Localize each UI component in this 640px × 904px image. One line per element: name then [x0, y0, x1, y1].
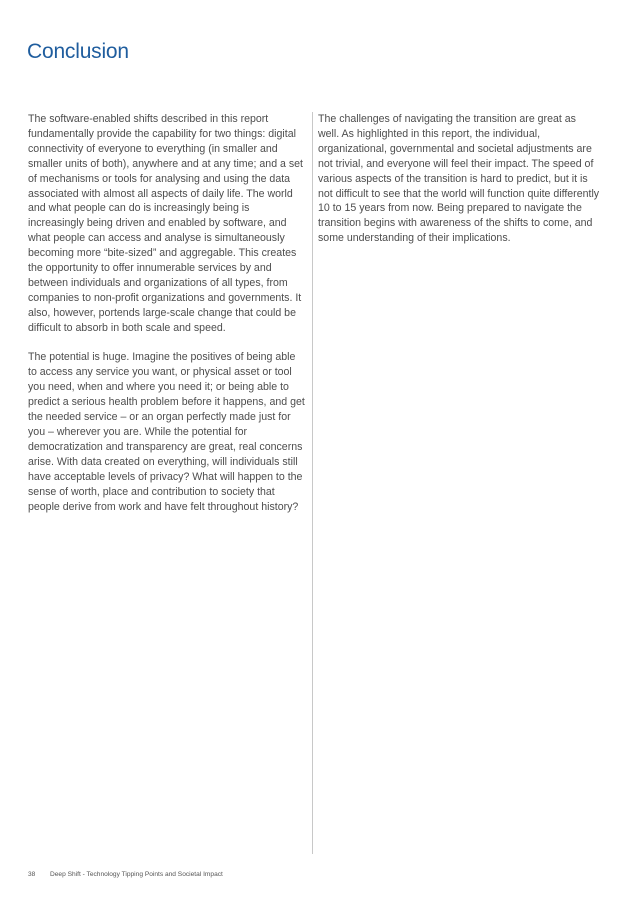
body-paragraph: The software-enabled shifts described in this report fundamentally provide the capability for two things: digital connectivity of everyone to everything (in smaller and smaller units of both), anywhere and at any time; and a set of mechanisms or tools for analysing and using the data associated with almost all aspects of daily life. The world and what people can do is increasingly being is increasingly being driven and enabled by software, and what people can access and analyse is simultaneously becoming more “bite-sized” and aggregable. This creates the opportunity to offer innumerable services by and between individuals and organizations of all types, from companies to non-profit organizations and governments. It also, however, portends large-scale change that could be difficult to absorb in both scale and speed.	[28, 113, 303, 334]
body-paragraph: The potential is huge. Imagine the positives of being able to access any service you want, or physical asset or tool you need, when and where you need it; or being able to predict a serious health problem before it happens, and get the needed service – or an organ perfectly made just for you – wherever you are. While the potential for democratization and transparency are great, real concerns arise. With data created on everything, will individuals still have acceptable levels of privacy? What will happen to the sense of worth, place and contribution to society that people derive from work and have felt throughout history?	[28, 351, 305, 513]
publication-title: Deep Shift - Technology Tipping Points and Societal Impact	[50, 871, 223, 878]
left-text-column	[28, 112, 306, 529]
page-title: Conclusion	[27, 40, 129, 63]
page-number: 38	[28, 871, 36, 878]
right-text-column	[318, 112, 600, 261]
page-footer	[28, 871, 223, 878]
body-paragraph: The challenges of navigating the transition are great as well. As highlighted in this report, the individual, organizational, governmental and societal adjustments are not trivial, and everyone will feel their impact. The speed of various aspects of the transition is hard to predict, but it is not difficult to see that the world will function quite differently 10 to 15 years from now. Being prepared to navigate the transition begins with awareness of the shifts to come, and some understanding of their implications.	[318, 113, 600, 245]
column-divider	[312, 112, 313, 854]
